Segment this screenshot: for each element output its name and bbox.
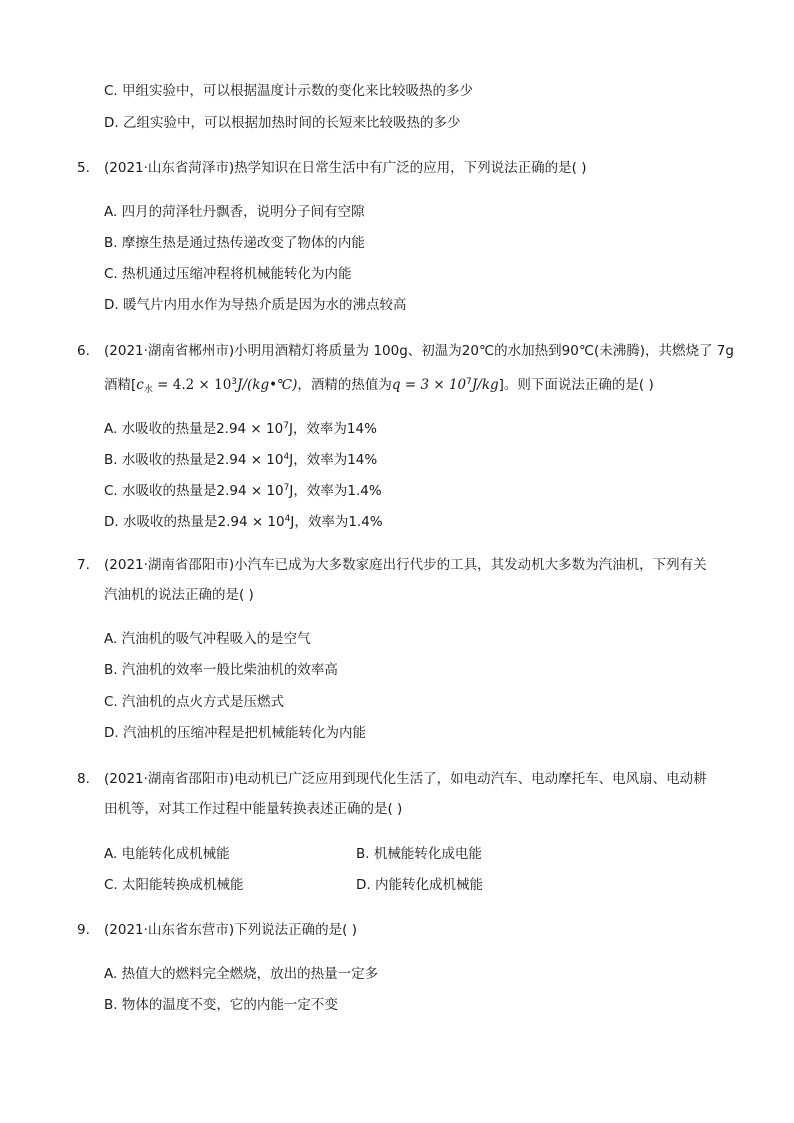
heat-value-expression: q = 3 × 10: [391, 377, 467, 393]
q6-stem-line2: [104, 373, 654, 399]
heat-value-exponent: 7: [466, 377, 472, 387]
q6-stem-line1: (2021·湖南省郴州市)小明用酒精灯将质量为 100g、初温为20℃的水加热到90℃(未沸腾)，共燃烧了 7g: [104, 343, 734, 359]
q6-stem2-prefix: 酒精[: [104, 377, 137, 393]
q8-stem-line1: (2021·湖南省邵阳市)电动机已广泛应用到现代化生活了，如电动汽车、电动摩托车、电风扇、电动耕: [104, 771, 707, 787]
q9-option-b: B. 物体的温度不变，它的内能一定不变: [104, 997, 338, 1013]
q6-option-b-text: B. 水吸收的热量是2.94 × 10: [104, 452, 284, 468]
q6-option-c-exponent: 7: [283, 483, 290, 493]
q7-stem-line1: (2021·湖南省邵阳市)小汽车已成为大多数家庭出行代步的工具，其发动机大多数为汽油机，下列有关: [104, 557, 707, 573]
q5-option-c: C. 热机通过压缩冲程将机械能转化为内能: [104, 266, 352, 282]
q6-option-a-text: A. 水吸收的热量是2.94 × 10: [104, 421, 284, 437]
q5-option-b: B. 摩擦生热是通过热传递改变了物体的内能: [104, 235, 365, 251]
q8-option-b: B. 机械能转化成电能: [356, 846, 482, 862]
q7-option-d: D. 汽油机的压缩冲程是把机械能转化为内能: [104, 725, 366, 741]
q6-option-a-tail: J，效率为14%: [288, 421, 377, 437]
q8-option-c: C. 太阳能转换成机械能: [104, 877, 244, 893]
q9-number: 9.: [77, 922, 90, 938]
specific-heat-value: = 4.2 × 10: [152, 377, 232, 393]
q6-stem2-middle: ，酒精的热值为: [297, 377, 392, 393]
q8-stem-line2: 田机等，对其工作过程中能量转换表述正确的是( ): [104, 801, 403, 817]
specific-heat-exponent: 3: [231, 377, 238, 387]
q4-option-d: D. 乙组实验中，可以根据加热时间的长短来比较吸热的多少: [104, 115, 461, 131]
q6-option-a-exponent: 7: [283, 421, 289, 431]
q5-number: 5.: [77, 160, 90, 176]
q6-option-b-exponent: 4: [283, 452, 290, 462]
q8-option-d: D. 内能转化成机械能: [356, 877, 483, 893]
q8-option-a: A. 电能转化成机械能: [104, 846, 230, 862]
q6-number: 6.: [77, 343, 90, 359]
q6-option-d-tail: J，效率为1.4%: [290, 514, 383, 530]
q9-stem: (2021·山东省东营市)下列说法正确的是( ): [104, 922, 358, 938]
q6-option-c-text: C. 水吸收的热量是2.94 × 10: [104, 483, 284, 499]
q7-option-a: A. 汽油机的吸气冲程吸入的是空气: [104, 631, 311, 647]
q5-option-d: D. 暖气片内用水作为导热介质是因为水的沸点较高: [104, 297, 407, 313]
q6-option-a: [104, 417, 377, 438]
q9-option-a: A. 热值大的燃料完全燃烧，放出的热量一定多: [104, 966, 379, 982]
q6-option-b-tail: J，效率为14%: [289, 452, 378, 468]
q6-option-c: [104, 479, 382, 500]
q4-option-c: C. 甲组实验中，可以根据温度计示数的变化来比较吸热的多少: [104, 83, 474, 99]
q6-option-d-exponent: 4: [284, 514, 291, 524]
q6-option-d-text: D. 水吸收的热量是2.94 × 10: [104, 514, 285, 530]
q5-stem: (2021·山东省菏泽市)热学知识在日常生活中有广泛的应用，下列说法正确的是( ): [104, 160, 587, 176]
q7-option-c: C. 汽油机的点火方式是压燃式: [104, 694, 285, 710]
specific-heat-unit: J/(kg•℃): [237, 377, 298, 393]
q6-option-c-tail: J，效率为1.4%: [289, 483, 382, 499]
q6-option-d: [104, 510, 383, 531]
q6-stem2-suffix: ]。则下面说法正确的是( ): [498, 377, 654, 393]
specific-heat-subscript: 水: [143, 385, 153, 395]
q5-option-a: A. 四月的菏泽牡丹飘香，说明分子间有空隙: [104, 204, 365, 220]
q7-option-b: B. 汽油机的效率一般比柴油机的效率高: [104, 662, 338, 678]
q7-stem-line2: 汽油机的说法正确的是( ): [104, 587, 254, 603]
specific-heat-symbol: c: [136, 377, 144, 393]
q8-number: 8.: [77, 771, 90, 787]
q6-option-b: [104, 448, 377, 469]
heat-value-unit: J/kg: [471, 377, 499, 393]
q7-number: 7.: [77, 557, 90, 573]
